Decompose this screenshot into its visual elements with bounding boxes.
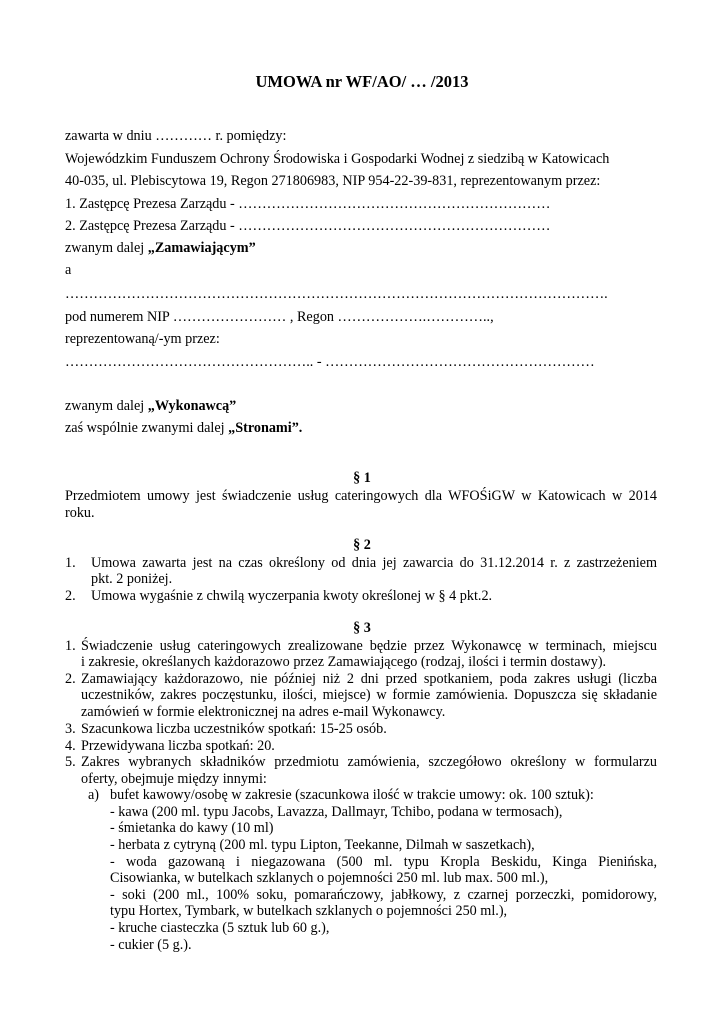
section-3-item-2-number: 2. [65,671,76,687]
subitem-a-label: a) [88,787,100,803]
representative-1: 1. Zastępcę Prezesa Zarządu - ………………………………………………………… [65,196,551,212]
subitem-a-coffee: - kawa (200 ml. typu Jacobs, Lavazza, Dallmayr, Tchibo, podana w termosach), [110,804,563,820]
subitem-a-juice-line2: typu Hortex, Tymbark, w butelkach szklanych o pojemności 250 ml.), [110,903,508,919]
subitem-a-juice-line1: - soki (200 ml., 100% soku, pomarańczowy, jabłkowy, z czarnej porzeczki, pomidorowy, [110,887,657,903]
section-2-item-1-number: 1. [65,555,76,571]
section-2-item-1-line2: pkt. 2 poniżej. [91,571,173,587]
section-3-item-2-line2: uczestników, zakres poczęstunku, ilości, miejsce) w formie zamówienia. Dopuszcza się składanie [81,687,657,703]
section-3-item-1-number: 1. [65,638,76,654]
section-3-item-3: Szacunkowa liczba uczestników spotkań: 15-25 osób. [81,721,387,737]
parties-prefix: zaś wspólnie zwanymi dalej [65,420,229,436]
subitem-a-tea: - herbata z cytryną (200 ml. typu Lipton, Teekanne, Dilmah w saszetkach), [110,837,535,853]
contractor-name-placeholder: ……………………………………………………………………………………………………. [65,286,608,302]
section-3-heading: § 3 [353,620,371,636]
section-1-text-line1: Przedmiotem umowy jest świadczenie usług cateringowych dla WFOŚiGW w Katowicach w 2014 [65,488,657,504]
section-3-item-2-line1: Zamawiający każdorazowo, nie później niż 2 dni przed spotkaniem, poda zakres usługi (liczba [81,671,657,687]
subitem-a-cream: - śmietanka do kawy (10 ml) [110,820,274,836]
section-1-text-line2: roku. [65,505,95,521]
intro-address-line: 40-035, ul. Plebiscytowa 19, Regon 271806983, NIP 954-22-39-831, reprezentowanym przez: [65,173,601,189]
document-title: UMOWA nr WF/AO/ … /2013 [255,72,469,91]
contractor-line [65,398,236,414]
subitem-a-line1: bufet kawowy/osobę w zakresie (szacunkowa ilość w trakcie umowy: ok. 100 sztuk): [110,787,594,803]
nip-regon-line: pod numerem NIP …………………… , Regon ……………….………….., [65,309,494,325]
section-3-item-3-number: 3. [65,721,76,737]
called-prefix: zwanym dalej [65,240,148,256]
parties-line [65,420,302,436]
intro-party-line: Wojewódzkim Funduszem Ochrony Środowiska i Gospodarki Wodnej z siedzibą w Katowicach [65,151,610,167]
section-1-heading: § 1 [353,470,371,486]
section-3-item-5-number: 5. [65,754,76,770]
ordering-party-line [65,240,256,256]
section-3-item-2-line3: zamówień w formie elektronicznej na adres e-mail Wykonawcy. [81,704,446,720]
section-3-item-4-number: 4. [65,738,76,754]
representative-2: 2. Zastępcę Prezesa Zarządu - ………………………………………………………… [65,218,551,234]
section-3-item-5-line2: oferty, obejmuje między innymi: [81,771,267,787]
section-3-item-1-line1: Świadczenie usług cateringowych zrealizowane będzie przez Wykonawcę w terminach, miejscu [81,638,657,654]
section-3-item-4: Przewidywana liczba spotkań: 20. [81,738,275,754]
subitem-a-water-line2: Cisowianka, w butelkach szklanych o pojemności 250 ml. lub max. 500 ml.), [110,870,549,886]
section-2-heading: § 2 [353,537,371,553]
represented-by-placeholder: …………………………………………….. - ………………………………………………… [65,354,595,370]
section-2-item-2-number: 2. [65,588,76,604]
contractor-name: „Wykonawcą” [147,398,237,414]
section-2-item-1-line1: Umowa zawarta jest na czas określony od dnia jej zawarcia do 31.12.2014 r. z zastrzeżeniem [91,555,657,571]
parties-name: „Stronami”. [228,420,303,436]
conjunction-a: a [65,262,72,278]
section-2-item-2: Umowa wygaśnie z chwilą wyczerpania kwoty określonej w § 4 pkt.2. [91,588,493,604]
represented-by-label: reprezentowaną/-ym przez: [65,331,220,347]
ordering-party-name: „Zamawiającym” [147,240,256,256]
subitem-a-water-line1: - woda gazowaną i niegazowana (500 ml. typu Kropla Beskidu, Kinga Pienińska, [110,854,657,870]
subitem-a-sugar: - cukier (5 g.). [110,937,192,953]
subitem-a-cookies: - kruche ciasteczka (5 sztuk lub 60 g.), [110,920,330,936]
intro-date-line: zawarta w dniu ………… r. pomiędzy: [65,128,287,144]
section-3-item-1-line2: i zakresie, określanych każdorazowo przez Zamawiającego (rodzaj, ilości i termin dostawy). [81,654,607,670]
contractor-prefix: zwanym dalej [65,398,148,414]
section-3-item-5-line1: Zakres wybranych składników przedmiotu zamówienia, szczegółowo określony w formularzu [81,754,657,770]
